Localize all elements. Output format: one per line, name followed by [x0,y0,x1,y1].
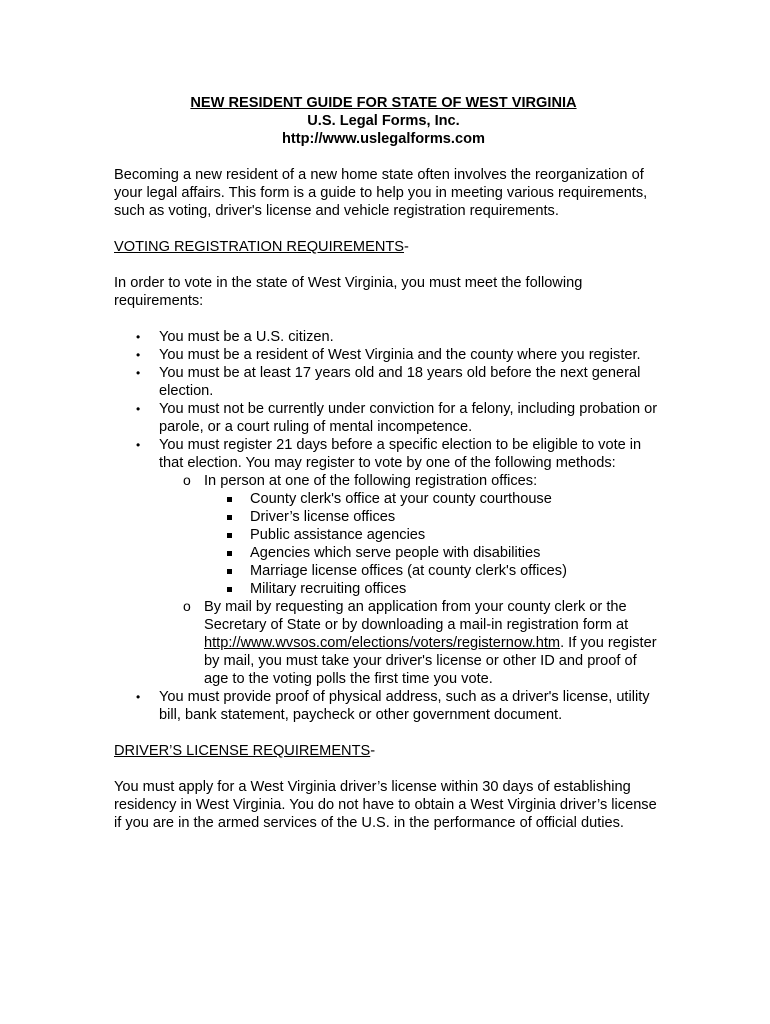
voting-heading-text: VOTING REGISTRATION REQUIREMENTS [114,239,405,255]
square-bullet-icon [227,569,232,574]
voting-heading-dash: - [404,239,409,255]
list-item [204,562,659,580]
company-url: http://www.uslegalforms.com [282,131,485,147]
list-item-text: Public assistance agencies [250,527,426,543]
registration-form-link[interactable]: http://www.wvsos.com/elections/voters/registernow.htm [204,635,561,651]
list-item-text: You must provide proof of physical address, such as a driver's license, utility bill, bank statement, paycheck or other government document. [159,689,650,723]
voting-lead: In order to vote in the state of West Virginia, you must meet the following requirements: [114,275,583,309]
list-item [114,346,659,364]
drivers-heading-dash: - [370,743,376,759]
list-item [114,400,659,436]
bullet-icon: • [136,366,141,380]
registration-offices-list [204,490,659,598]
bullet-icon: • [136,348,141,362]
list-item-text: You must be a resident of West Virginia and the county where you register. [159,347,641,363]
list-item-text: Marriage license offices (at county clerk's offices) [250,563,567,579]
list-item-text: In person at one of the following registration offices: [204,473,538,489]
list-item-text: You must not be currently under conviction for a felony, including probation or parole, or a court ruling of mental incompetence. [159,401,658,435]
voting-heading [114,238,659,256]
square-bullet-icon [227,551,232,556]
square-bullet-icon [227,587,232,592]
drivers-heading-text: DRIVER’S LICENSE REQUIREMENTS [114,743,371,759]
list-item-text: . If you register by mail, you must take your driver's license or other ID and proof of age to the voting polls the first time you vote. [204,635,657,687]
list-item [204,490,659,508]
list-item [114,436,659,688]
list-item-text: You must be a U.S. citizen. [159,329,334,345]
square-bullet-icon [227,497,232,502]
list-item-text: By mail by requesting an application from your county clerk or the Secretary of State or by downloading a mail-in registration form at [204,599,629,633]
list-item [204,526,659,544]
list-item-text: You must register 21 days before a specific election to be eligible to vote in that election. You may register to vote by one of the following methods: [159,437,642,471]
square-bullet-icon [227,533,232,538]
bullet-icon: • [136,438,141,452]
list-item [114,328,659,346]
list-item-text: You must be at least 17 years old and 18 years old before the next general election. [159,365,641,399]
voting-requirements-list [114,328,659,724]
list-item-text: Driver’s license offices [250,509,396,525]
square-bullet-icon [227,515,232,520]
bullet-icon: • [136,402,141,416]
document-title: NEW RESIDENT GUIDE FOR STATE OF WEST VIRGINIA [190,95,577,111]
list-item [114,688,659,724]
list-item-text: Agencies which serve people with disabilities [250,545,541,561]
intro-paragraph: Becoming a new resident of a new home state often involves the reorganization of your legal affairs. This form is a guide to help you in meeting various requirements, such as voting, driver's license and vehicle registration requirements. [114,167,648,219]
bullet-icon: • [136,690,141,704]
list-item [204,580,659,598]
list-item [159,598,659,688]
list-item [159,472,659,598]
company-name: U.S. Legal Forms, Inc. [307,113,460,129]
drivers-heading [114,742,659,760]
list-item-text: County clerk's office at your county courthouse [250,491,552,507]
circle-bullet-icon: o [183,472,191,488]
registration-methods-list [159,472,659,688]
list-item [114,364,659,400]
list-item-text: Military recruiting offices [250,581,407,597]
list-item [204,544,659,562]
drivers-paragraph: You must apply for a West Virginia driver’s license within 30 days of establishing residency in West Virginia. You do not have to obtain a West Virginia driver’s license if you are in the armed services of the U.S. in the performance of official duties. [114,779,657,831]
document-header [108,94,659,148]
bullet-icon: • [136,330,141,344]
list-item [204,508,659,526]
document-page [114,94,659,832]
circle-bullet-icon: o [183,598,191,614]
